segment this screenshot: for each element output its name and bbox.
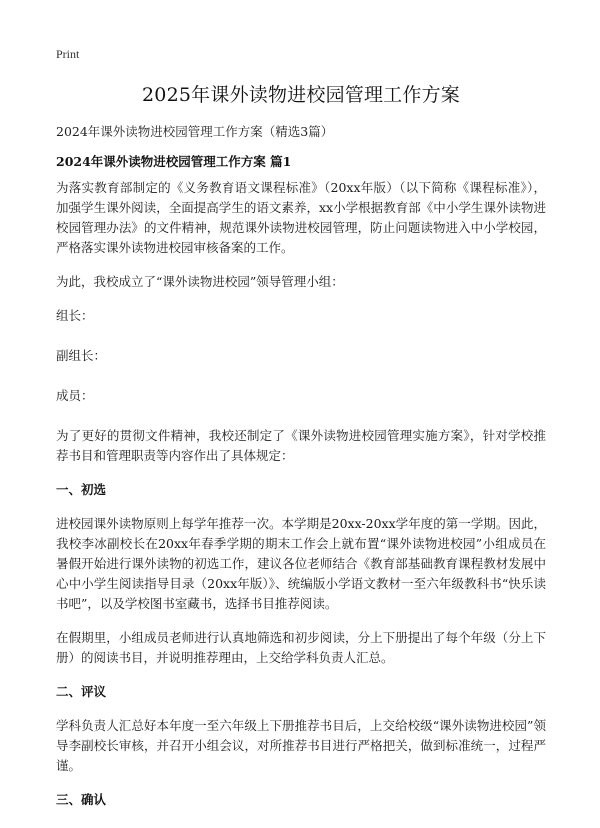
heading-review: 二、评议: [56, 684, 107, 699]
heading-confirm: 三、确认: [56, 792, 107, 807]
paragraph-preliminary-2: 在假期里，小组成员老师进行认真地筛选和初步阅读，分上下册提出了每个年级（分上下册）的阅读书目，并说明推荐理由，上交给学科负责人汇总。: [56, 630, 546, 665]
print-link[interactable]: Print: [56, 47, 80, 61]
role-deputy: 副组长：: [56, 348, 107, 363]
heading-preliminary: 一、初选: [56, 482, 107, 497]
paragraph-preliminary-1: 进校园课外读物原则上每学年推荐一次。本学期是20xx-20xx学年度的第一学期。因此，我校李冰副校长在20xx年春季学期的期末工作会上就布置“课外读物进校园”小组成员在暑假开始进行课外读物的初选工作，建议各位老师结合《教育部基础教育课程教材发展中心中小学生阅读指导目录（20xx年版）》、统编版小学语文教材一至六年级教科书“快乐读书吧”，以及学校图书室藏书，选择书目推荐阅读。: [56, 516, 546, 611]
section-heading: 2024年课外读物进校园管理工作方案 篇1: [56, 154, 292, 169]
paragraph-review: 学科负责人汇总好本年度一至六年级上下册推荐书目后，上交给校级“课外读物进校园”领导李副校长审核，并召开小组会议，对所推荐书目进行严格把关，做到标准统一，过程严谨。: [56, 718, 546, 773]
paragraph-group-formed: 为此，我校成立了“课外读物进校园”领导管理小组：: [56, 274, 344, 289]
document-title: 2025年课外读物进校园管理工作方案: [142, 84, 460, 106]
document-body: [56, 178, 546, 824]
role-leader: 组长：: [56, 308, 94, 323]
role-members: 成员：: [56, 388, 94, 403]
paragraph-intro: 为落实教育部制定的《义务教育语文课程标准》（20xx年版）（以下简称《课程标准》），加强学生课外阅读，全面提高学生的语文素养，xx小学根据教育部《中小学生课外读物进校园管理办法》的文件精神，规范课外读物进校园管理，防止问题读物进入中小学校园，严格落实课外读物进校园审核备案的工作。: [56, 180, 546, 255]
document-subtitle: 2024年课外读物进校园管理工作方案（精选3篇）: [56, 124, 334, 139]
paragraph-implementation: 为了更好的贯彻文件精神，我校还制定了《课外读物进校园管理实施方案》，针对学校推荐书目和管理职责等内容作出了具体规定：: [56, 428, 546, 463]
